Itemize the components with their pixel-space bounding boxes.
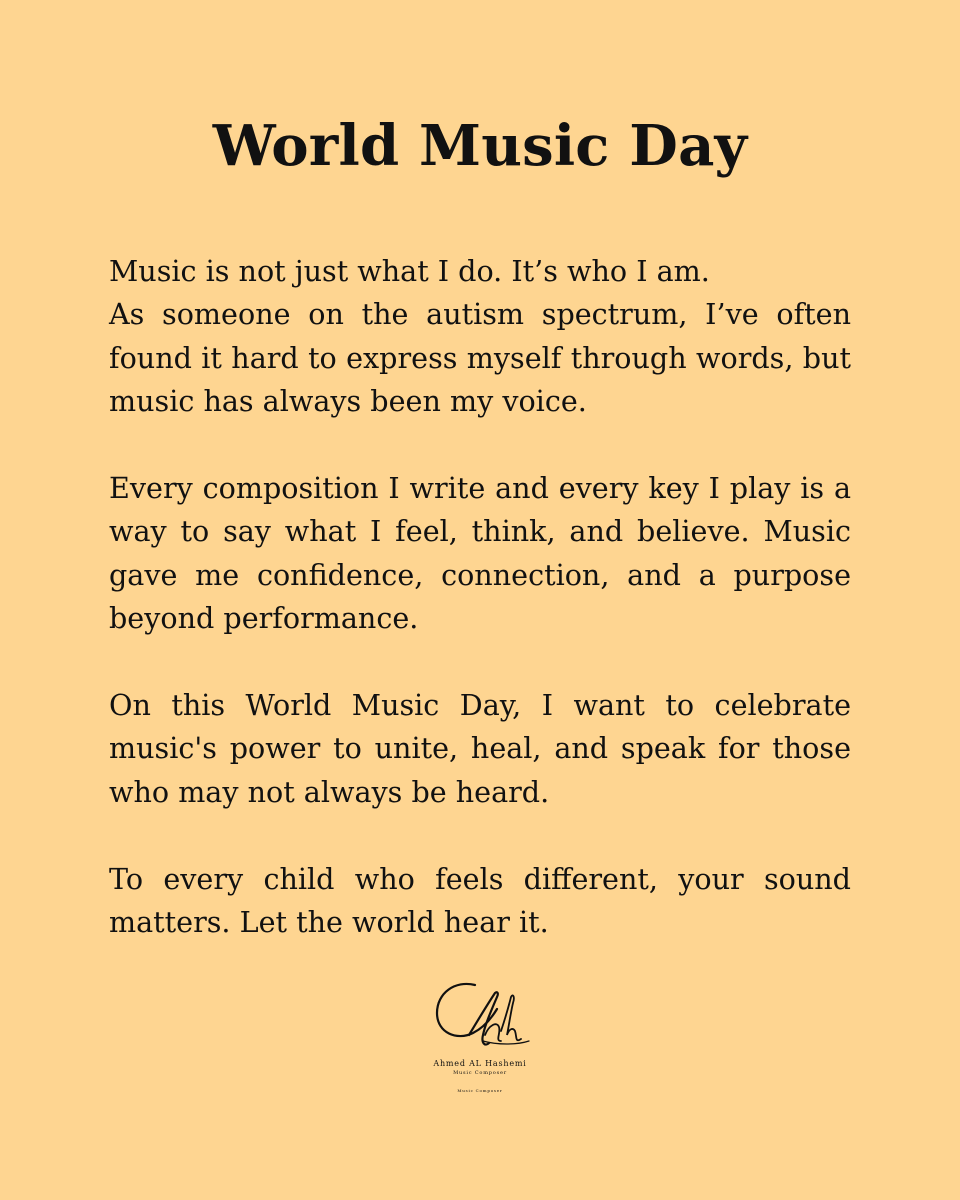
paragraph-line: On this World Music Day, I want to celebrate music's power to unite, heal, and speak for those who may not always be heard. xyxy=(109,688,851,809)
paragraph-3 xyxy=(109,684,851,814)
paragraph-line: As someone on the autism spectrum, I’ve often found it hard to express myself through words, but music has always been my voice. xyxy=(109,297,851,419)
paragraph-line: Music is not just what I do. It’s who I am. xyxy=(109,254,710,288)
article-body xyxy=(109,250,851,944)
signature-block xyxy=(410,975,550,1105)
signature-monogram-icon xyxy=(425,975,535,1055)
paragraph-4 xyxy=(109,858,851,945)
paragraph-line: To every child who feels different, your sound matters. Let the world hear it. xyxy=(109,861,851,940)
paragraph-1 xyxy=(109,250,851,424)
paragraph-line: Every composition I write and every key I play is a way to say what I feel, think, and believe. Music gave me confidence, connection, and a purpose beyond performance. xyxy=(109,471,851,636)
signature-name: Ahmed AL Hashemi xyxy=(433,1059,527,1068)
signature-title-small: Music Composer xyxy=(457,1088,503,1093)
signature-title: Music Composer xyxy=(453,1070,507,1076)
page-title: World Music Day xyxy=(212,113,748,179)
paragraph-2 xyxy=(109,467,851,641)
